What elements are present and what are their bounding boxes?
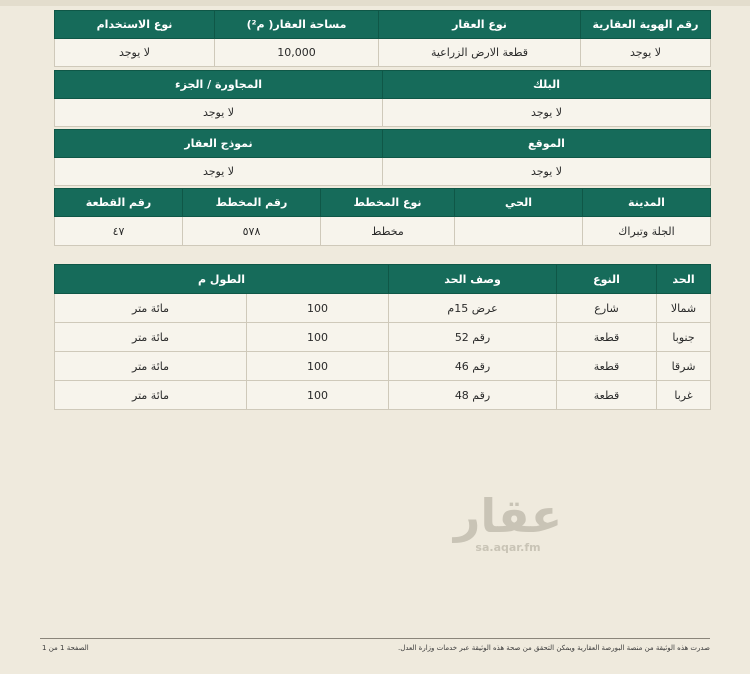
footer-divider <box>40 638 710 639</box>
border-length-words: مائة متر <box>55 352 247 381</box>
border-direction: شمالا <box>657 294 711 323</box>
border-length-words: مائة متر <box>55 381 247 410</box>
border-kind: قطعة <box>557 323 657 352</box>
city-plan-table <box>54 188 711 246</box>
value-district <box>455 217 583 246</box>
header-plot-number: رقم القطعة <box>55 189 183 217</box>
header-neighborhood-part: المجاورة / الجزء <box>55 71 383 99</box>
border-direction: شرقا <box>657 352 711 381</box>
header-city: المدينة <box>583 189 711 217</box>
value-property-type: قطعة الارض الزراعية <box>379 39 581 67</box>
page-number: الصفحة 1 من 1 <box>42 644 89 652</box>
value-property-model: لا يوجد <box>55 158 383 186</box>
table-row <box>55 294 711 323</box>
border-description: رقم 48 <box>389 381 557 410</box>
footer-note: صدرت هذه الوثيقة من منصة البورصة العقارية ويمكن التحقق من صحة هذه الوثيقة عبر خدمات وزارة العدل. <box>398 644 710 652</box>
table-row <box>55 381 711 410</box>
value-plan-type: مخطط <box>321 217 455 246</box>
value-location: لا يوجد <box>383 158 711 186</box>
border-description: عرض 15م <box>389 294 557 323</box>
location-table <box>54 129 711 186</box>
border-description: رقم 52 <box>389 323 557 352</box>
border-description: رقم 46 <box>389 352 557 381</box>
border-length-words: مائة متر <box>55 294 247 323</box>
header-property-id: رقم الهوية العقارية <box>581 11 711 39</box>
value-property-id: لا يوجد <box>581 39 711 67</box>
border-length: 100 <box>247 352 389 381</box>
block-table <box>54 70 711 127</box>
border-direction: جنوبا <box>657 323 711 352</box>
value-neighborhood-part: لا يوجد <box>55 99 383 127</box>
aqar-watermark <box>448 490 568 554</box>
border-length: 100 <box>247 294 389 323</box>
aqar-site: sa.aqar.fm <box>475 541 541 554</box>
border-kind: شارع <box>557 294 657 323</box>
borders-table <box>54 264 711 410</box>
value-city: الجلة وتبراك <box>583 217 711 246</box>
border-kind: قطعة <box>557 381 657 410</box>
value-property-area: 10,000 <box>215 39 379 67</box>
header-border-description: وصف الحد <box>389 265 557 294</box>
border-direction: غربا <box>657 381 711 410</box>
header-property-area: مساحة العقار( م²) <box>215 11 379 39</box>
header-border-kind: النوع <box>557 265 657 294</box>
header-property-model: نموذج العقار <box>55 130 383 158</box>
border-length: 100 <box>247 323 389 352</box>
value-block: لا يوجد <box>383 99 711 127</box>
top-edge <box>0 0 750 6</box>
header-block: البلك <box>383 71 711 99</box>
aqar-logo: عقار <box>453 489 563 543</box>
header-border: الحد <box>657 265 711 294</box>
table-row <box>55 323 711 352</box>
header-property-type: نوع العقار <box>379 11 581 39</box>
header-location: الموقع <box>383 130 711 158</box>
header-border-length: الطول م <box>55 265 389 294</box>
header-usage-type: نوع الاستخدام <box>55 11 215 39</box>
value-plot-number: ٤٧ <box>55 217 183 246</box>
header-plan-type: نوع المخطط <box>321 189 455 217</box>
border-length-words: مائة متر <box>55 323 247 352</box>
border-kind: قطعة <box>557 352 657 381</box>
header-plan-number: رقم المخطط <box>183 189 321 217</box>
border-length: 100 <box>247 381 389 410</box>
value-plan-number: ٥٧٨ <box>183 217 321 246</box>
property-info-table <box>54 10 711 67</box>
table-row <box>55 352 711 381</box>
value-usage-type: لا يوجد <box>55 39 215 67</box>
header-district: الحي <box>455 189 583 217</box>
